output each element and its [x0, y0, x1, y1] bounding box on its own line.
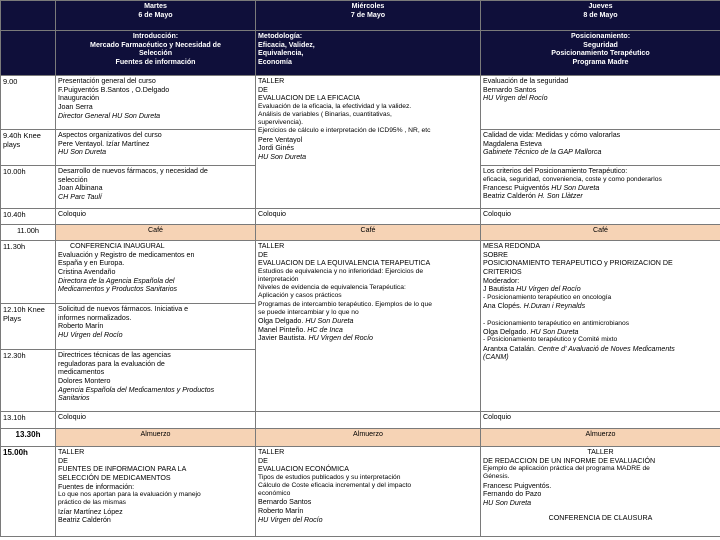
day-header-row	[1, 1, 720, 31]
row-1040	[1, 209, 720, 225]
row-cafe	[1, 225, 720, 241]
tue-cafe: Café	[56, 225, 256, 241]
time-940: 9.40h Knee plays	[1, 130, 56, 166]
tue-1230-cell: Directrices técnicas de las agencias reguladoras para la evaluación de medicamentos Dolores Montero Agencia Española del Medicamentos y Productos Sanitarios	[56, 350, 256, 412]
thu-1000-cell: Los criterios del Posicionamiento Terapéutico: eficacia, seguridad, conveniencia, coste y como ponderarlos Francesc Puigventós HU Son Dureta Beatriz Calderón H. Son Llàtzer	[481, 166, 720, 209]
time-1040: 10.40h	[1, 209, 56, 225]
row-lunch	[1, 429, 720, 447]
row-900	[1, 76, 720, 130]
thu-1040-cell: Coloquio	[481, 209, 720, 225]
thu-afternoon-workshop: TALLER DE REDACCION DE UN INFORME DE EVALUACIÓN Ejemplo de aplicación práctica del programa MADRE de Génesis. Francesc Puigventós. Fernando do Pazo HU Son Dureta CONFERENCIA DE CLAUSURA	[481, 447, 720, 537]
tue-1040-cell: Coloquio	[56, 209, 256, 225]
time-1100: 11.00h	[1, 225, 56, 241]
time-1500: 15.00h	[1, 447, 56, 537]
theme-wednesday: Metodología: Eficacia, Validez, Equivalencia, Economía	[256, 31, 481, 76]
time-1230: 12.30h	[1, 350, 56, 412]
theme-row	[1, 31, 720, 76]
time-1210: 12.10h Knee Plays	[1, 304, 56, 350]
theme-thursday: Posicionamiento: Seguridad Posicionamiento Terapéutico Programa Madre	[481, 31, 720, 76]
tue-900-cell: Presentación general del curso F.Puigventós B.Santos , O.Delgado Inauguración Joan Serra Director General HU Son Dureta	[56, 76, 256, 130]
time-1310: 13.10h	[1, 412, 56, 429]
wed-lunch: Almuerzo	[256, 429, 481, 447]
tue-1130-cell: CONFERENCIA INAUGURAL Evaluación y Registro de medicamentos en España y en Europa. Cristina Avendaño Directora de la Agencia Española del Medicamentos y Productos Sanitarios	[56, 241, 256, 304]
wed-midday-workshop: TALLER DE EVALUACION DE LA EQUIVALENCIA TERAPEUTICA Estudios de equivalencia y no inferioridad: Ejercicios de interpretación Niveles de evidencia de equivalencia Terapéutica: Aplicación y casos prácticos Programas de intercambio terapéutico. Ejemplos de lo que se puede intercambiar y lo que no Olga Delgado. HU Son Dureta Manel Pinteño. HC de Inca Javier Bautista. HU Virgen del Rocío	[256, 241, 481, 412]
time-1130: 11.30h	[1, 241, 56, 304]
tue-940-cell: Aspectos organizativos del curso Pere Ventayol. Izíar Martínez HU Son Dureta	[56, 130, 256, 166]
row-1130	[1, 241, 720, 304]
thu-round-table: MESA REDONDA SOBRE POSICIONAMIENTO TERAPEUTICO y PRIORIZACION DE CRITERIOS Moderador: J Bautista HU Virgen del Rocío - Posicionamiento terapéutico en oncología Ana Clopés. H.Duran i Reynalds - Posicionamiento terapéutico en antimicrobianos Olga Delgado. HU Son Dureta - Posicionamiento terapéutico y Comité mixto Arantxa Catalán. Centre d' Avaluació de Noves Medicaments (CANM)	[481, 241, 720, 412]
wed-morning-workshop: TALLER DE EVALUACION DE LA EFICACIA Evaluación de la eficacia, la efectividad y la validez. Análisis de variables ( Binarias, cuantitativas, supervivencia). Ejercicios de cálculo e interpretación de ICD95% , NR, etc Pere Ventayol Jordi Ginés HU Son Dureta	[256, 76, 481, 209]
day-header-wednesday: Miércoles 7 de Mayo	[256, 1, 481, 31]
tue-lunch: Almuerzo	[56, 429, 256, 447]
corner-cell	[1, 1, 56, 31]
wed-1040-cell: Coloquio	[256, 209, 481, 225]
theme-tuesday: Introducción: Mercado Farmacéutico y Necesidad de Selección Fuentes de información	[56, 31, 256, 76]
row-1310	[1, 412, 720, 429]
thu-lunch: Almuerzo	[481, 429, 720, 447]
wed-cafe: Café	[256, 225, 481, 241]
wed-1310-cell	[256, 412, 481, 429]
time-1000: 10.00h	[1, 166, 56, 209]
tue-1000-cell: Desarrollo de nuevos fármacos, y necesidad de selección Joan Albinana CH Parc Taulí	[56, 166, 256, 209]
day-header-thursday: Jueves 8 de Mayo	[481, 1, 720, 31]
tue-1210-cell: Solicitud de nuevos fármacos. Iniciativa e informes normalizados. Roberto Marín HU Virgen del Rocío	[56, 304, 256, 350]
thu-900-cell: Evaluación de la seguridad Bernardo Santos HU Virgen del Rocío	[481, 76, 720, 130]
wed-afternoon-workshop: TALLER DE EVALUACION ECONÓMICA Tipos de estudios publicados y su interpretación Cálculo de Coste eficacia incremental y del impacto económico Bernardo Santos Roberto Marín HU Virgen del Rocío	[256, 447, 481, 537]
row-1500	[1, 447, 720, 537]
time-900: 9.00	[1, 76, 56, 130]
day-header-tuesday: Martes 6 de Mayo	[56, 1, 256, 31]
tue-1310-cell: Coloquio	[56, 412, 256, 429]
thu-1310-cell: Coloquio	[481, 412, 720, 429]
theme-corner	[1, 31, 56, 76]
time-1330: 13.30h	[1, 429, 56, 447]
tue-afternoon-workshop: TALLER DE FUENTES DE INFORMACION PARA LA SELECCIÓN DE MEDICAMENTOS Fuentes de información: Lo que nos aportan para la evaluación y manejo práctico de las mismas Izíar Martínez López Beatriz Calderón	[56, 447, 256, 537]
thu-cafe: Café	[481, 225, 720, 241]
thu-940-cell: Calidad de vida: Medidas y cómo valorarlas Magdalena Esteva Gabinete Técnico de la GAP Mallorca	[481, 130, 720, 166]
